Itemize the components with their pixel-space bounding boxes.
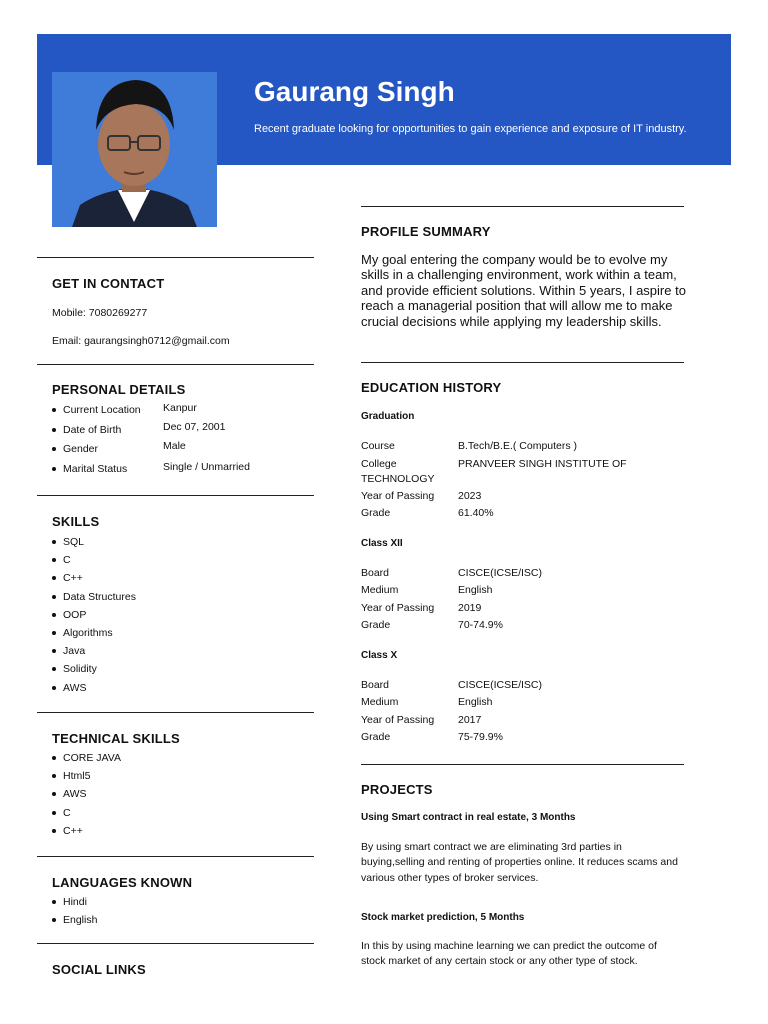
divider [361, 764, 684, 765]
row-value: 70-74.9% [458, 619, 503, 631]
class-x-subheading: Class X [361, 650, 398, 661]
personal-details-list [52, 403, 312, 482]
detail-value: Male [163, 440, 186, 453]
detail-label: Gender [63, 443, 99, 456]
divider [361, 362, 684, 363]
row-value: B.Tech/B.E.( Computers ) [458, 440, 578, 452]
row-label: Grade [361, 619, 391, 631]
detail-value: Dec 07, 2001 [163, 420, 226, 433]
row-value: 2017 [458, 714, 482, 726]
row-value: CISCE(ICSE/ISC) [458, 567, 543, 579]
list-item: C++ [52, 824, 121, 842]
detail-label: Date of Birth [63, 423, 122, 436]
list-item: SQL [52, 535, 136, 553]
row-value: 2023 [458, 490, 482, 502]
technical-skills-heading: TECHNICAL SKILLS [52, 731, 180, 746]
languages-heading: LANGUAGES KNOWN [52, 875, 193, 890]
list-item: Hindi [52, 895, 97, 913]
profile-photo [52, 72, 217, 227]
project-title: Stock market prediction, 5 Months [361, 912, 525, 923]
detail-value: Single / Unmarried [163, 461, 250, 474]
divider [37, 712, 314, 713]
row-value: PRANVEER SINGH INSTITUTE OF [458, 458, 627, 470]
row-value: 2019 [458, 602, 482, 614]
row-value: 75-79.9% [458, 731, 503, 743]
contact-email: Email: gaurangsingh0712@gmail.com [52, 335, 230, 347]
project-title: Using Smart contract in real estate, 3 Months [361, 812, 576, 823]
detail-label: Marital Status [63, 463, 128, 476]
row-label: Grade [361, 507, 391, 519]
row-label: Board [361, 679, 390, 691]
list-item: AWS [52, 787, 121, 805]
education-heading: EDUCATION HISTORY [361, 380, 502, 395]
row-value: 61.40% [458, 507, 494, 519]
row-value: English [458, 696, 493, 708]
row-label: Year of Passing [361, 714, 435, 726]
row-label: Medium [361, 696, 399, 708]
list-item [52, 462, 312, 482]
skills-heading: SKILLS [52, 514, 100, 529]
divider [37, 856, 314, 857]
row-value: CISCE(ICSE/ISC) [458, 679, 543, 691]
divider [37, 943, 314, 944]
project-description: In this by using machine learning we can predict the outcome of stock market of any certain stock or any other type of stock. [361, 940, 657, 968]
profile-summary-text: My goal entering the company would be to evolve my skills in a challenging environment, work within a team, and provide efficient solutions. Within 5 years, I aspire to reach a managerial position that will allow me to make crucial decisions while applying my leadership skills. [361, 252, 686, 329]
divider [361, 206, 684, 207]
technical-skills-list [52, 751, 121, 842]
projects-heading: PROJECTS [361, 782, 433, 797]
contact-heading: GET IN CONTACT [52, 276, 165, 291]
row-label: Year of Passing [361, 490, 435, 502]
list-item: C [52, 553, 136, 571]
list-item: C [52, 806, 121, 824]
detail-label: Current Location [63, 404, 141, 416]
contact-mobile: Mobile: 7080269277 [52, 307, 148, 319]
row-value-continued: TECHNOLOGY [361, 473, 435, 485]
class-xii-subheading: Class XII [361, 538, 403, 549]
list-item: OOP [52, 608, 136, 626]
list-item: Data Structures [52, 590, 136, 608]
detail-value: Kanpur [163, 402, 197, 414]
row-label: Grade [361, 731, 391, 743]
list-item: English [52, 913, 97, 931]
skills-list [52, 535, 136, 699]
row-value: English [458, 584, 493, 596]
languages-list [52, 895, 97, 931]
list-item: Algorithms [52, 626, 136, 644]
candidate-name: Gaurang Singh [254, 76, 455, 107]
row-label: Course [361, 440, 395, 452]
personal-heading: PERSONAL DETAILS [52, 382, 186, 397]
row-label: Medium [361, 584, 399, 596]
list-item: Html5 [52, 769, 121, 787]
profile-photo-graphic [52, 72, 217, 227]
social-links-heading: SOCIAL LINKS [52, 962, 146, 977]
list-item: Solidity [52, 662, 136, 680]
candidate-tagline: Recent graduate looking for opportunities to gain experience and exposure of IT industry. [254, 123, 687, 135]
divider [37, 364, 314, 365]
row-label: Board [361, 567, 390, 579]
divider [37, 495, 314, 496]
list-item: CORE JAVA [52, 751, 121, 769]
row-label: Year of Passing [361, 602, 435, 614]
list-item: Java [52, 644, 136, 662]
profile-summary-heading: PROFILE SUMMARY [361, 224, 491, 239]
list-item: C++ [52, 571, 136, 589]
row-label: College [361, 458, 397, 470]
list-item: AWS [52, 681, 136, 699]
divider [37, 257, 314, 258]
graduation-subheading: Graduation [361, 411, 415, 422]
project-description: By using smart contract we are eliminating 3rd parties in buying,selling and renting of properties online. It reduces scams and various other types of broker services. [361, 841, 678, 884]
